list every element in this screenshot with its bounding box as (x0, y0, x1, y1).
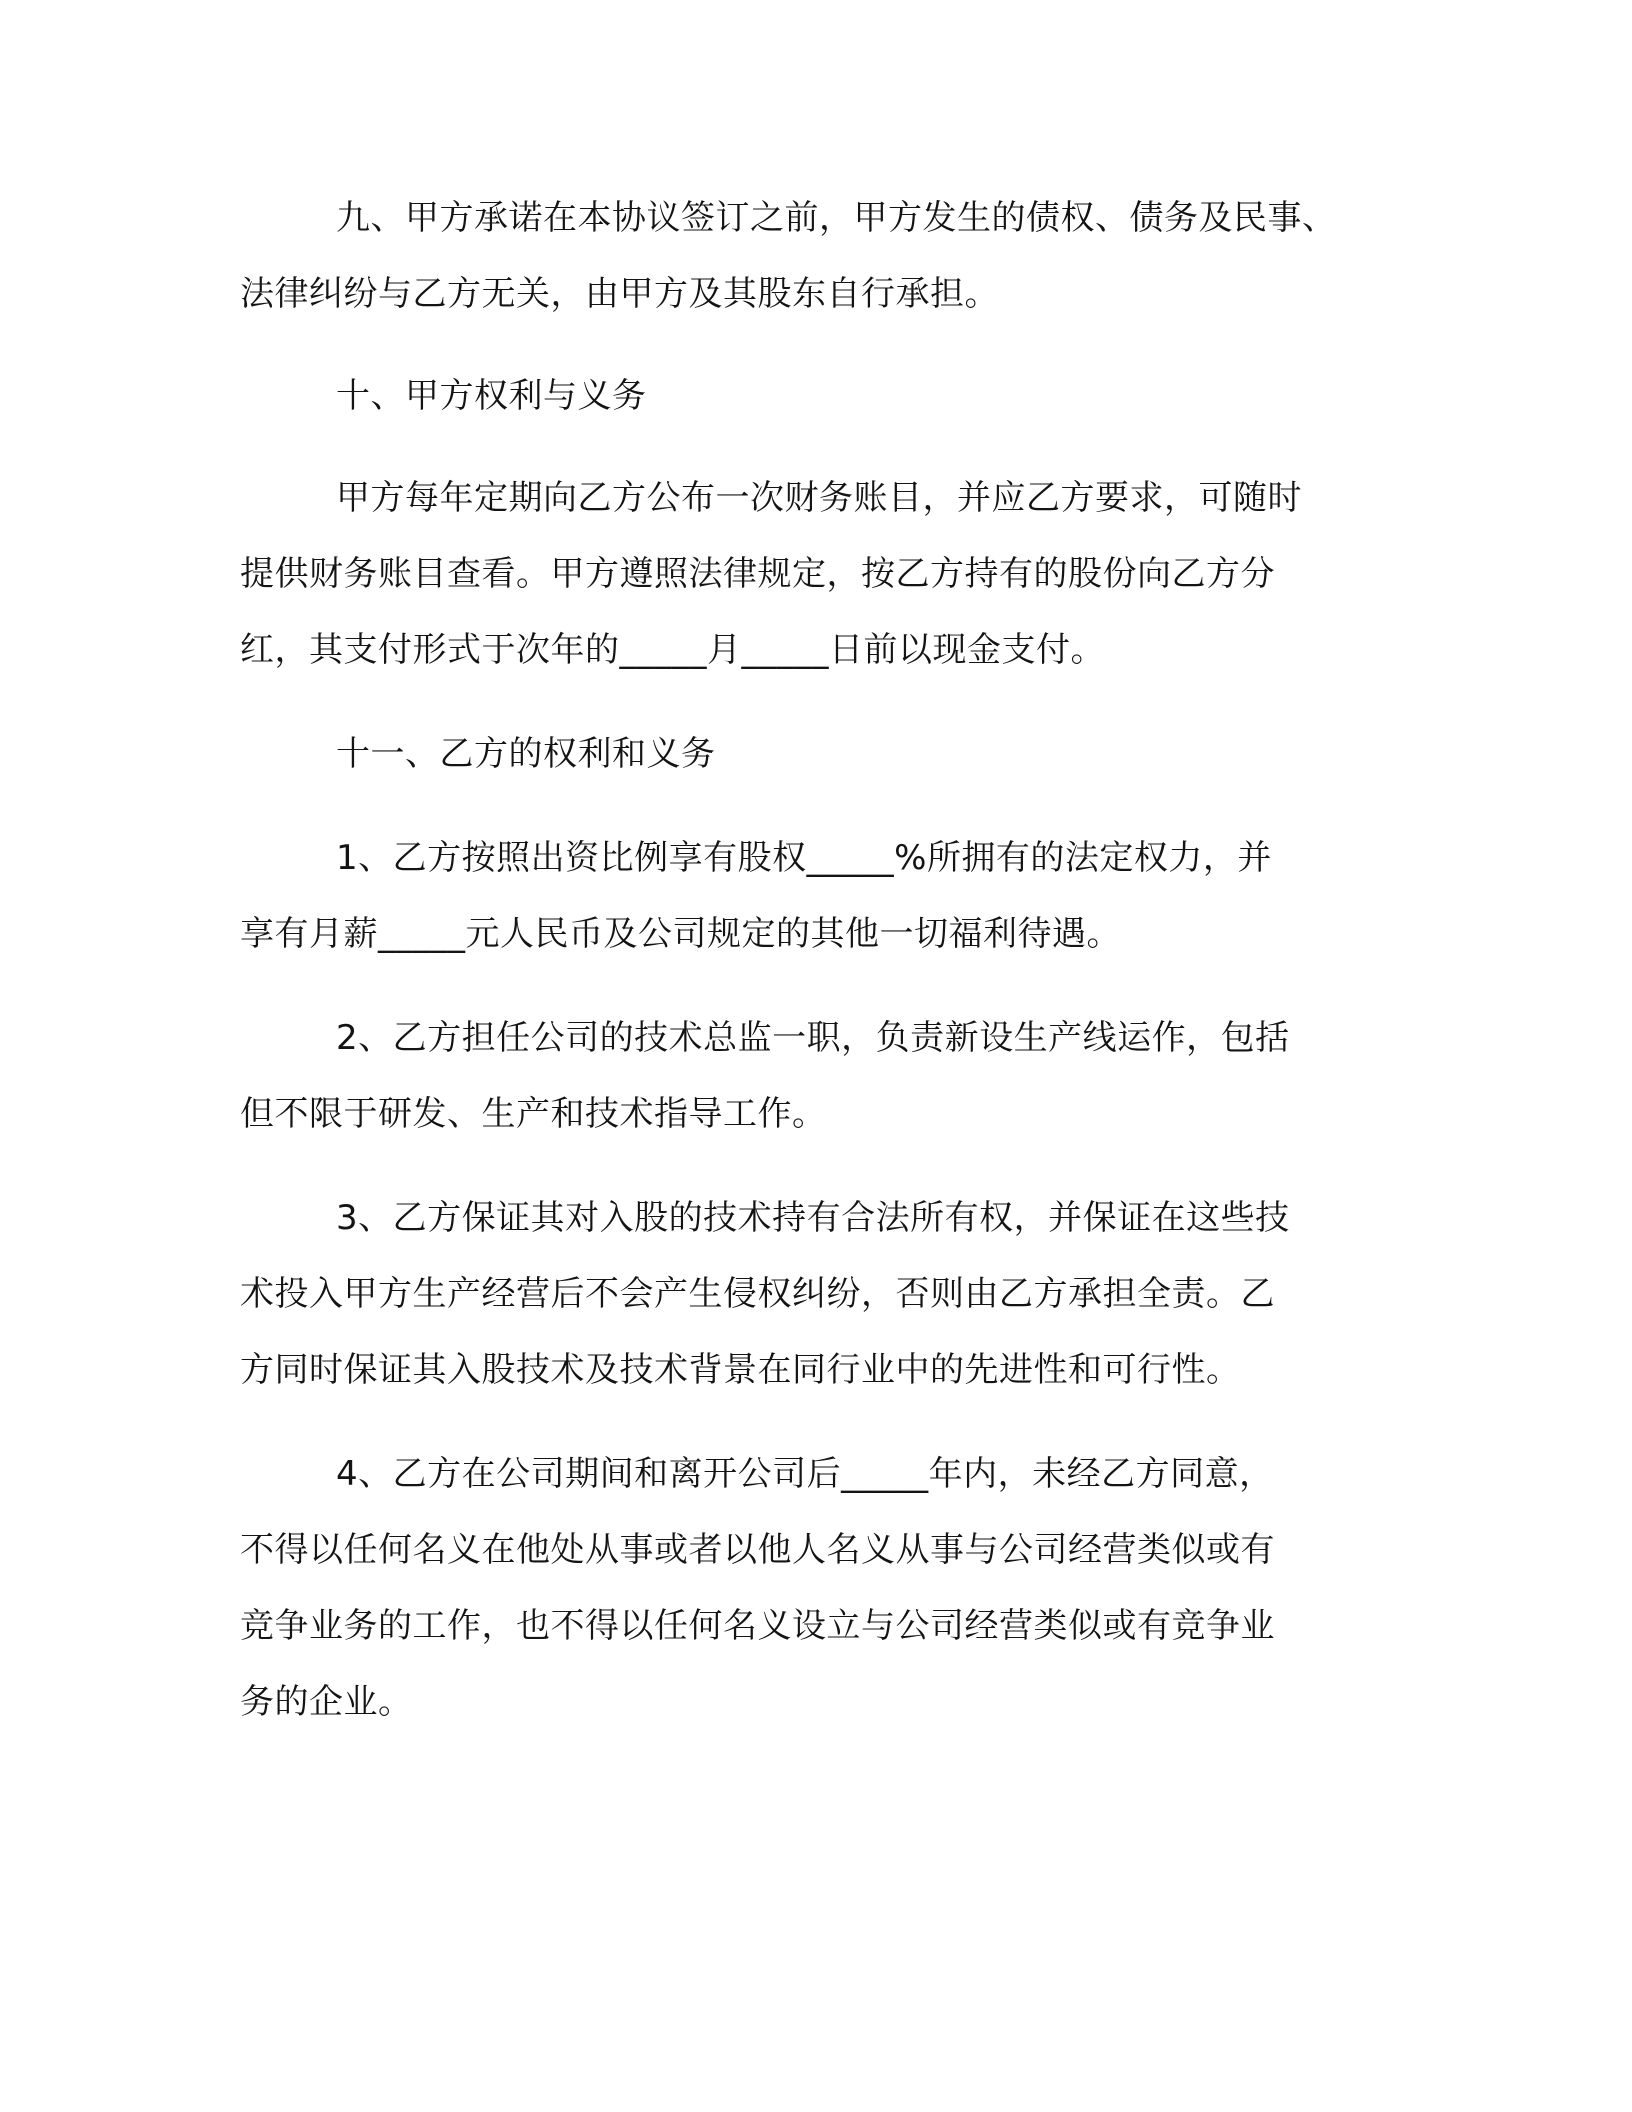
text-line: 1、乙方按照出资比例享有股权_____%所拥有的法定权力，并 (336, 838, 1272, 878)
heading-text: 十一、乙方的权利和义务 (336, 734, 716, 774)
text-line: 3、乙方保证其对入股的技术持有合法所有权，并保证在这些技 (336, 1198, 1290, 1238)
text-line: 甲方每年定期向乙方公布一次财务账目，并应乙方要求，可随时 (336, 478, 1302, 518)
text-line: 2、乙方担任公司的技术总监一职，负责新设生产线运作，包括 (336, 1018, 1290, 1058)
text-line: 法律纠纷与乙方无关，由甲方及其股东自行承担。 (240, 274, 999, 314)
clause-11-3-paragraph (240, 1180, 1390, 1408)
text-line: 务的企业。 (240, 1682, 413, 1722)
clause-11-1-paragraph (240, 820, 1390, 972)
section-heading-10 (240, 358, 1390, 434)
text-line: 但不限于研发、生产和技术指导工作。 (240, 1094, 827, 1134)
text-line: 不得以任何名义在他处从事或者以他人名义从事与公司经营类似或有 (240, 1530, 1275, 1570)
clause-11-4-paragraph (240, 1436, 1390, 1740)
text-line: 方同时保证其入股技术及技术背景在同行业中的先进性和可行性。 (240, 1350, 1241, 1390)
text-line: 术投入甲方生产经营后不会产生侵权纠纷，否则由乙方承担全责。乙 (240, 1274, 1275, 1314)
text-line: 享有月薪_____元人民币及公司规定的其他一切福利待遇。 (240, 914, 1121, 954)
text-line: 九、甲方承诺在本协议签订之前，甲方发生的债权、债务及民事、 (336, 198, 1337, 238)
text-line: 竞争业务的工作，也不得以任何名义设立与公司经营类似或有竞争业 (240, 1606, 1275, 1646)
section-heading-11 (240, 716, 1390, 792)
text-line: 红，其支付形式于次年的_____月_____日前以现金支付。 (240, 630, 1105, 670)
clause-9-paragraph (240, 180, 1390, 332)
text-line: 提供财务账目查看。甲方遵照法律规定，按乙方持有的股份向乙方分 (240, 554, 1275, 594)
clause-10-body-paragraph (240, 460, 1390, 688)
clause-11-2-paragraph (240, 1000, 1390, 1152)
text-line: 4、乙方在公司期间和离开公司后_____年内，未经乙方同意， (336, 1454, 1274, 1494)
heading-text: 十、甲方权利与义务 (336, 376, 647, 416)
